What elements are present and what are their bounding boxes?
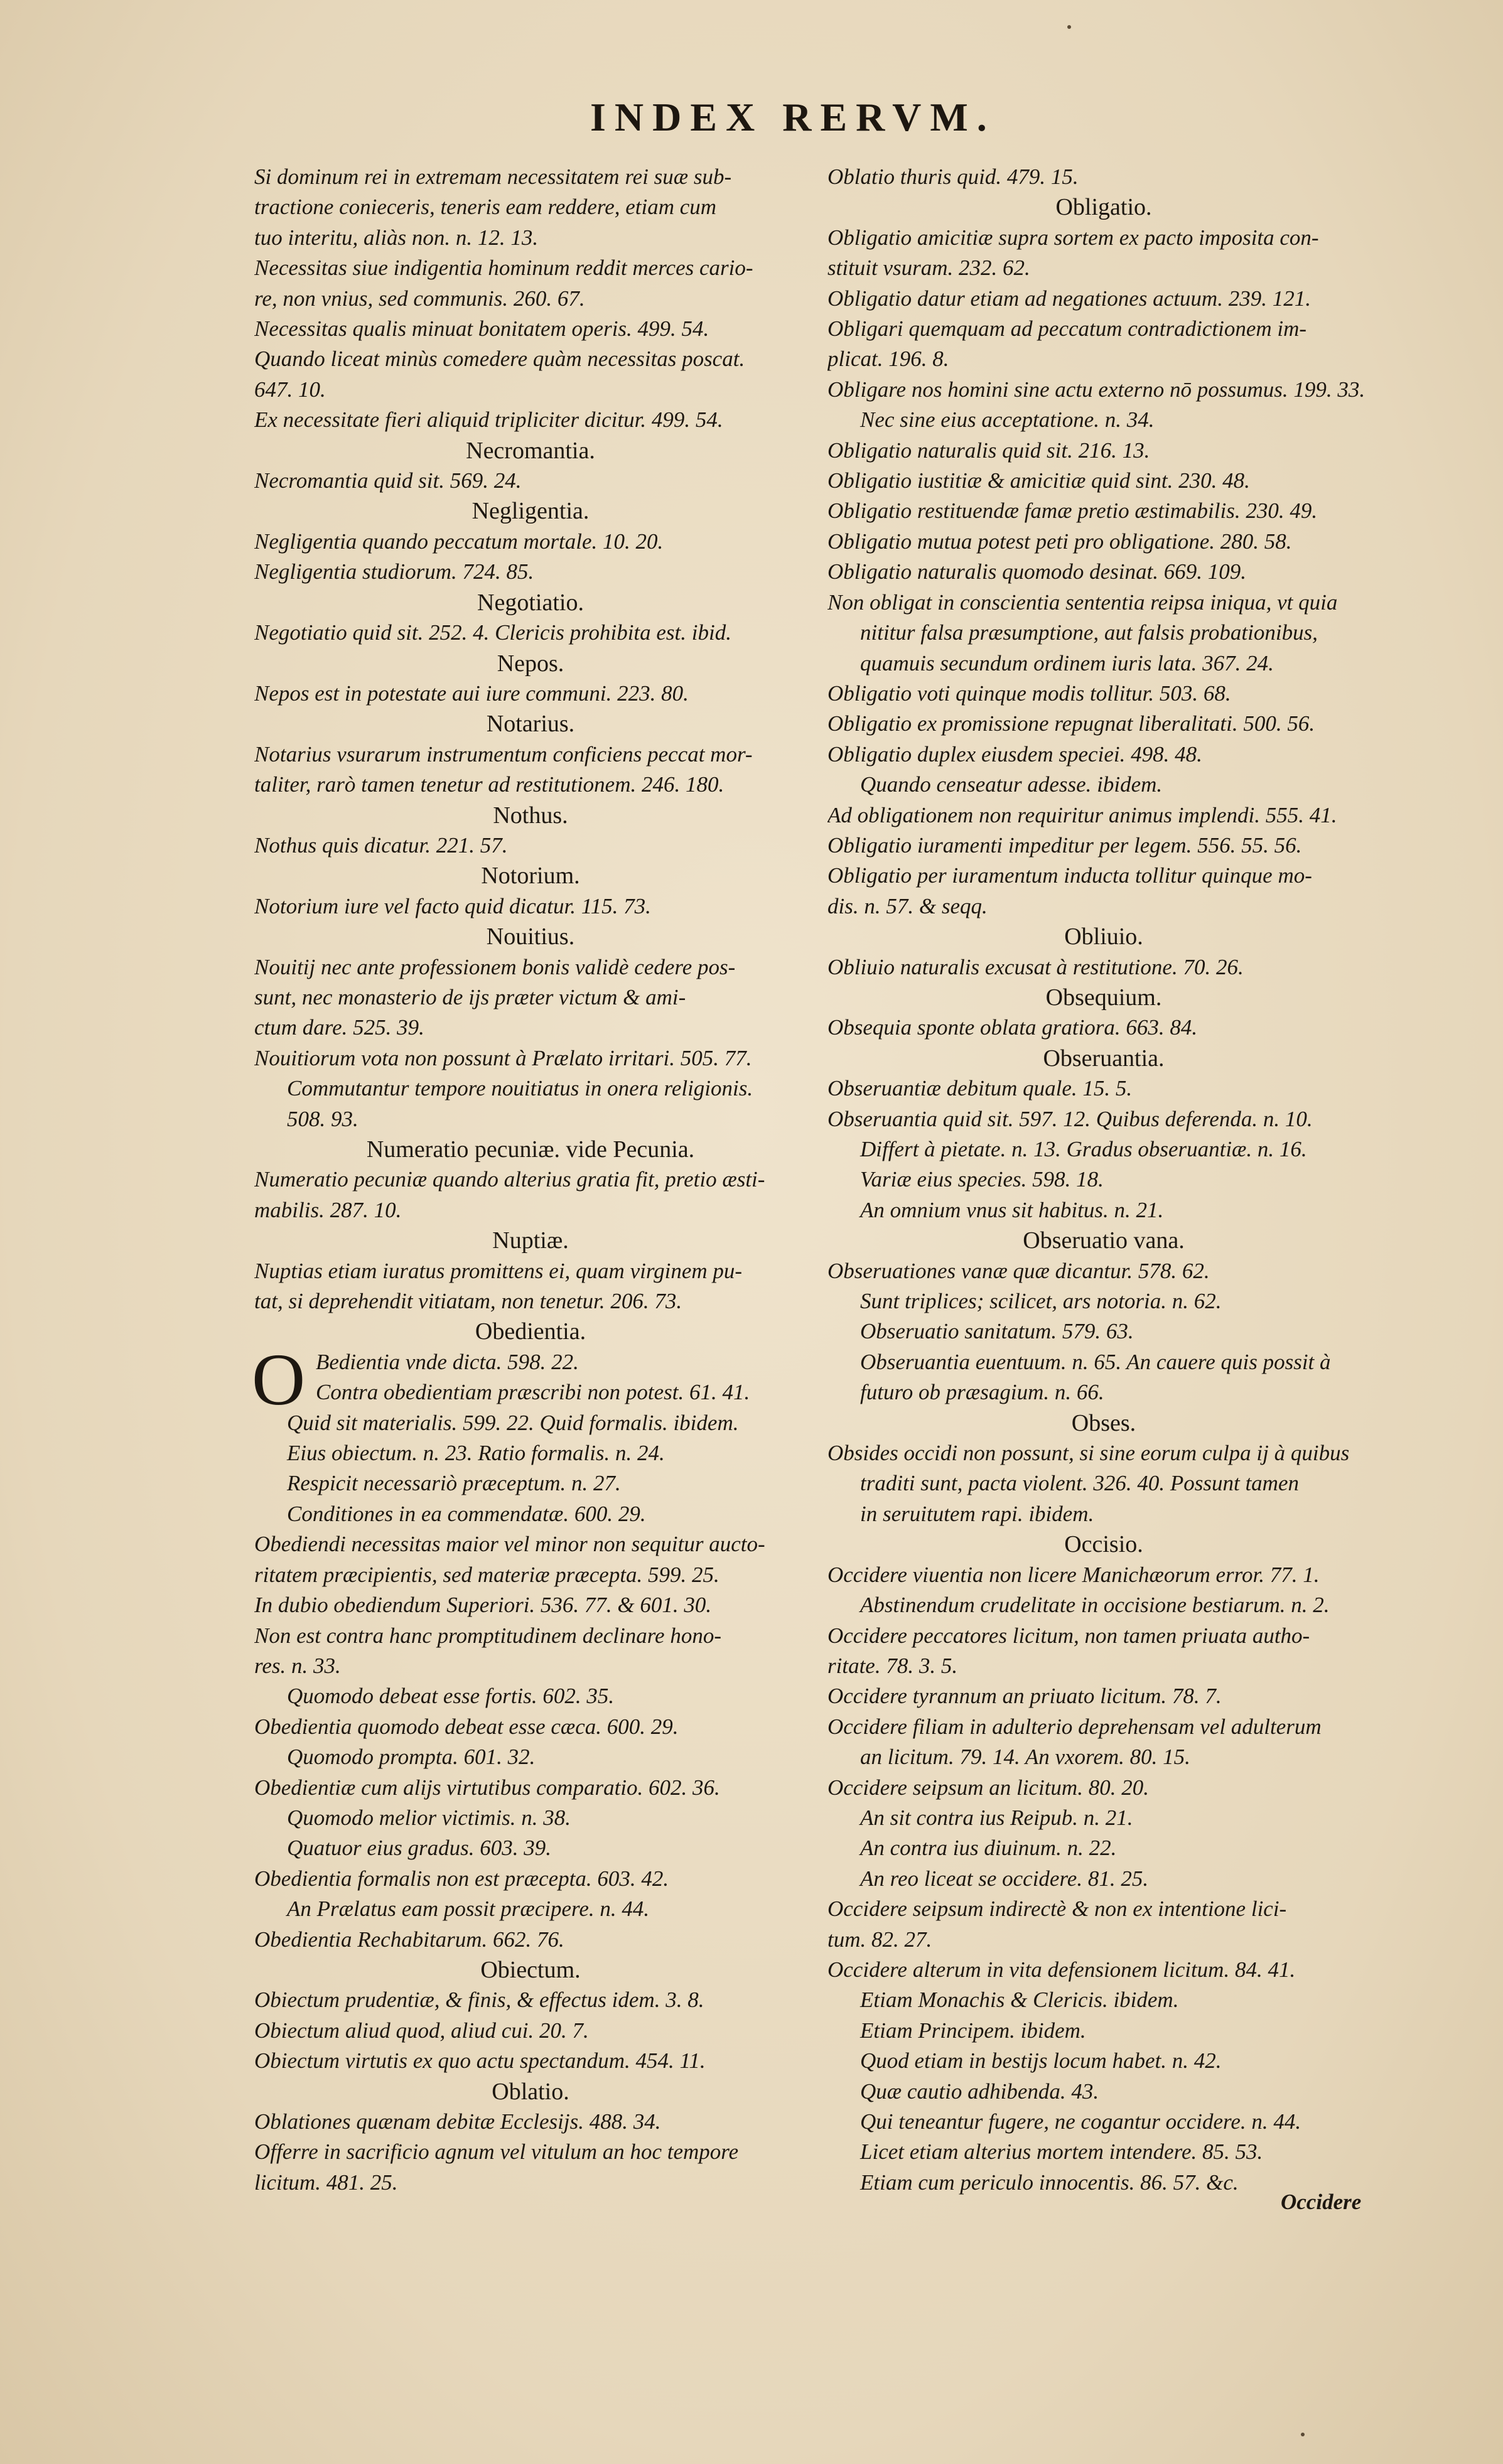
left-column-heading: Necromantia. xyxy=(466,437,595,464)
right-column-entry: Etiam cum periculo innocentis. 86. 57. &c. xyxy=(860,2170,1239,2195)
right-column-entry: Ad obligationem non requiritur animus implendi. 555. 41. xyxy=(827,802,1337,827)
right-column-entry: Obliuio naturalis excusat à restitutione. 70. 26. xyxy=(827,954,1244,979)
right-column-entry: Obsides occidi non possunt, si sine eorum culpa ij à quibus xyxy=(827,1441,1350,1466)
right-column-entry: Qui teneantur fugere, ne cogantur occidere. n. 44. xyxy=(860,2109,1301,2134)
right-column-entry: Sunt triplices; scilicet, ars notoria. n. 62. xyxy=(860,1289,1222,1314)
left-column-entry: Quomodo prompta. 601. 32. xyxy=(287,1745,536,1770)
left-column-heading: Notorium. xyxy=(481,863,580,890)
left-column-entry: tat, si deprehendit vitiatam, non tenetur. 206. 73. xyxy=(254,1289,682,1314)
left-column-entry: Si dominum rei in extremam necessitatem rei suæ sub- xyxy=(254,164,732,189)
left-column-entry: Obedientia quomodo debeat esse cæca. 600. 29. xyxy=(254,1714,679,1739)
left-column-entry: Ex necessitate fieri aliquid tripliciter dicitur. 499. 54. xyxy=(254,407,723,433)
left-column-entry: res. n. 33. xyxy=(254,1653,341,1678)
left-column-entry: re, non vnius, sed communis. 260. 67. xyxy=(254,286,585,311)
right-column-entry: Quod etiam in bestijs locum habet. n. 42. xyxy=(860,2048,1222,2074)
left-column-heading: Negligentia. xyxy=(471,498,590,525)
left-column-entry: Quid sit materialis. 599. 22. Quid formalis. ibidem. xyxy=(287,1410,739,1435)
left-column-heading: Notarius. xyxy=(486,711,575,738)
left-column-entry: Respicit necessariò præceptum. n. 27. xyxy=(287,1471,621,1496)
right-column-entry: Occidere seipsum indirectè & non ex intentione lici- xyxy=(827,1896,1287,1922)
right-column-entry: Abstinendum crudelitate in occisione bestiarum. n. 2. xyxy=(860,1593,1330,1618)
right-column-entry: in seruitutem rapi. ibidem. xyxy=(860,1501,1094,1526)
right-column-entry: Obseruatio sanitatum. 579. 63. xyxy=(860,1319,1134,1344)
right-column-entry: Oblatio thuris quid. 479. 15. xyxy=(827,164,1079,189)
left-column-entry: Nepos est in potestate aui iure communi. 223. 80. xyxy=(254,681,689,706)
left-column-heading: Nothus. xyxy=(493,802,568,829)
left-column-heading: Obiectum. xyxy=(480,1956,581,1983)
right-column-entry: Obligatio amicitiæ supra sortem ex pacto imposita con- xyxy=(827,225,1319,250)
left-column-entry: ctum dare. 525. 39. xyxy=(254,1015,424,1040)
left-column-entry: Notorium iure vel facto quid dicatur. 115. 73. xyxy=(254,893,651,918)
left-column-entry: Nouitij nec ante professionem bonis validè cedere pos- xyxy=(254,954,736,979)
left-column-entry: Negotiatio quid sit. 252. 4. Clericis prohibita est. ibid. xyxy=(254,620,731,645)
left-column-entry: Necromantia quid sit. 569. 24. xyxy=(254,468,522,493)
right-column-heading: Obliuio. xyxy=(1064,923,1143,950)
left-column-entry: Numeratio pecuniæ quando alterius gratia fit, pretio æsti- xyxy=(254,1167,765,1192)
left-column-entry: Quatuor eius gradus. 603. 39. xyxy=(287,1836,551,1861)
right-column-entry: Occidere viuentia non licere Manichæorum error. 77. 1. xyxy=(827,1562,1320,1587)
right-column-entry: Obligatio naturalis quid sit. 216. 13. xyxy=(827,438,1150,463)
right-column-entry: Quæ cautio adhibenda. 43. xyxy=(860,2079,1099,2104)
right-column-entry: Obligatio mutua potest peti pro obligatione. 280. 58. xyxy=(827,529,1292,554)
left-column-entry: 647. 10. xyxy=(254,377,326,402)
right-column-heading: Obses. xyxy=(1071,1409,1136,1436)
left-column-entry: Quomodo debeat esse fortis. 602. 35. xyxy=(287,1684,615,1709)
paper-speck xyxy=(1301,2433,1305,2436)
right-column-entry: quamuis secundum ordinem iuris lata. 367. 24. xyxy=(860,650,1274,675)
left-column-entry: Obiectum virtutis ex quo actu spectandum. 454. 11. xyxy=(254,2048,706,2074)
right-column-heading: Obsequium. xyxy=(1045,984,1162,1011)
right-column-entry: dis. n. 57. & seqq. xyxy=(827,893,988,918)
left-column-heading: Negotiatio. xyxy=(477,589,584,616)
right-column-heading: Obseruantia. xyxy=(1043,1045,1165,1072)
right-column-entry: Obligatio datur etiam ad negationes actuum. 239. 121. xyxy=(827,286,1311,311)
right-column-entry: Obseruantia quid sit. 597. 12. Quibus deferenda. n. 10. xyxy=(827,1106,1313,1131)
right-column-entry: Obligatio ex promissione repugnat liberalitati. 500. 56. xyxy=(827,711,1315,736)
right-column-entry: traditi sunt, pacta violent. 326. 40. Possunt tamen xyxy=(860,1471,1299,1496)
right-column-entry: Differt à pietate. n. 13. Gradus obseruantiæ. n. 16. xyxy=(860,1137,1307,1161)
right-column-entry: Obseruantiæ debitum quale. 15. 5. xyxy=(827,1076,1133,1101)
left-column-entry: Obediendi necessitas maior vel minor non sequitur aucto- xyxy=(254,1532,765,1557)
left-column-entry: Notarius vsurarum instrumentum conficiens peccat mor- xyxy=(254,741,753,767)
right-column-entry: Quando censeatur adesse. ibidem. xyxy=(860,772,1163,797)
left-column-heading: Numeratio pecuniæ. vide Pecunia. xyxy=(366,1136,695,1163)
left-column-entry: Nothus quis dicatur. 221. 57. xyxy=(254,832,508,858)
left-column-entry: Negligentia quando peccatum mortale. 10. 20. xyxy=(254,529,664,554)
right-column xyxy=(827,162,1380,2198)
right-column-entry: An reo liceat se occidere. 81. 25. xyxy=(860,1866,1149,1891)
left-column-entry: 508. 93. xyxy=(287,1106,358,1131)
right-column-entry: Obseruationes vanæ quæ dicantur. 578. 62. xyxy=(827,1258,1210,1283)
right-column-entry: Licet etiam alterius mortem intendere. 85. 53. xyxy=(860,2139,1263,2165)
right-column-entry: An omnium vnus sit habitus. n. 21. xyxy=(860,1197,1164,1222)
left-column-entry: Quando liceat minùs comedere quàm necessitas poscat. xyxy=(254,347,745,372)
right-column-entry: An contra ius diuinum. n. 22. xyxy=(860,1836,1117,1861)
left-column-heading: Nepos. xyxy=(497,650,564,677)
right-column-entry: Non obligat in conscientia sententia reipsa iniqua, vt quia xyxy=(827,589,1338,615)
left-column-entry: Bedientia vnde dicta. 598. 22. xyxy=(316,1349,579,1374)
right-column-entry: Occidere alterum in vita defensionem licitum. 84. 41. xyxy=(827,1957,1296,1982)
left-column-heading: Oblatio. xyxy=(492,2078,569,2105)
running-head: INDEX RERVM. xyxy=(590,95,996,139)
left-column-entry: licitum. 481. 25. xyxy=(254,2170,398,2195)
paper-speck xyxy=(1067,25,1071,29)
drop-cap-block xyxy=(252,1338,807,1421)
right-column-entry: Obligatio iustitiæ & amicitiæ quid sint. 230. 48. xyxy=(827,468,1250,493)
left-column-entry: Obedientia formalis non est præcepta. 603. 42. xyxy=(254,1866,669,1891)
right-column-entry: plicat. 196. 8. xyxy=(827,347,949,372)
right-column-entry: Obsequia sponte oblata gratiora. 663. 84. xyxy=(827,1015,1198,1040)
left-column-entry: tuo interitu, aliàs non. n. 12. 13. xyxy=(254,225,539,250)
drop-cap: O xyxy=(252,1338,306,1421)
right-column-entry: futuro ob præsagium. n. 66. xyxy=(860,1380,1104,1405)
left-column-entry: Quomodo melior victimis. n. 38. xyxy=(287,1805,571,1830)
left-column xyxy=(254,162,807,2198)
right-column-heading: Obligatio. xyxy=(1055,194,1152,221)
catchword: Occidere xyxy=(1281,2190,1362,2214)
right-column-entry: Obligatio naturalis quomodo desinat. 669. 109. xyxy=(827,559,1246,584)
left-column-entry: Obedientiæ cum alijs virtutibus comparatio. 602. 36. xyxy=(254,1775,720,1800)
right-column-entry: An sit contra ius Reipub. n. 21. xyxy=(860,1805,1133,1830)
left-column-entry: Contra obedientiam præscribi non potest. 61. 41. xyxy=(316,1380,750,1405)
right-column-entry: ritate. 78. 3. 5. xyxy=(827,1653,958,1678)
left-column-entry: Eius obiectum. n. 23. Ratio formalis. n. 24. xyxy=(287,1441,665,1466)
left-column-entry: Conditiones in ea commendatæ. 600. 29. xyxy=(287,1501,646,1526)
right-column-entry: stituit vsuram. 232. 62. xyxy=(827,256,1030,281)
left-column-entry: Non est contra hanc promptitudinem declinare hono- xyxy=(254,1623,721,1648)
left-column-entry: ritatem præcipientis, sed materiæ præcepta. 599. 25. xyxy=(254,1562,719,1587)
left-column-heading: Obedientia. xyxy=(475,1318,586,1345)
right-column-entry: Occidere peccatores licitum, non tamen priuata autho- xyxy=(827,1623,1310,1648)
right-column-entry: Obligatio duplex eiusdem speciei. 498. 48. xyxy=(827,741,1202,767)
right-column-entry: Variæ eius species. 598. 18. xyxy=(860,1167,1104,1192)
left-column-heading: Nuptiæ. xyxy=(492,1227,569,1254)
right-column-entry: Occidere tyrannum an priuato licitum. 78. 7. xyxy=(827,1684,1222,1709)
right-column-entry: Obligari quemquam ad peccatum contradictionem im- xyxy=(827,316,1307,342)
right-column-entry: Occidere filiam in adulterio deprehensam vel adulterum xyxy=(827,1714,1322,1739)
left-column-entry: Offerre in sacrificio agnum vel vitulum an hoc tempore xyxy=(254,2139,739,2165)
left-column-entry: taliter, rarò tamen tenetur ad restitutionem. 246. 180. xyxy=(254,772,725,797)
right-column-entry: nititur falsa præsumptione, aut falsis probationibus, xyxy=(860,620,1318,645)
right-column-entry: Etiam Principem. ibidem. xyxy=(860,2018,1086,2043)
left-column-entry: Negligentia studiorum. 724. 85. xyxy=(254,559,534,584)
left-column-entry: Necessitas siue indigentia hominum reddit merces cario- xyxy=(254,256,753,281)
right-column-heading: Occisio. xyxy=(1064,1531,1143,1558)
left-column-entry: mabilis. 287. 10. xyxy=(254,1197,402,1222)
right-column-entry: Obseruantia euentuum. n. 65. An cauere quis possit à xyxy=(860,1349,1331,1374)
right-column-entry: Nec sine eius acceptatione. n. 34. xyxy=(860,407,1155,433)
left-column-entry: Obedientia Rechabitarum. 662. 76. xyxy=(254,1927,564,1952)
left-column-entry: Obiectum aliud quod, aliud cui. 20. 7. xyxy=(254,2018,589,2043)
left-column-entry: Nuptias etiam iuratus promittens ei, quam virginem pu- xyxy=(254,1258,743,1283)
right-column-entry: Etiam Monachis & Clericis. ibidem. xyxy=(860,1988,1179,2013)
left-column-entry: An Prælatus eam possit præcipere. n. 44. xyxy=(287,1896,650,1922)
left-column-entry: Obiectum prudentiæ, & finis, & effectus idem. 3. 8. xyxy=(254,1988,704,2013)
right-column-entry: Occidere seipsum an licitum. 80. 20. xyxy=(827,1775,1149,1800)
left-column-entry: Nouitiorum vota non possunt à Prælato irritari. 505. 77. xyxy=(254,1045,752,1070)
right-column-entry: Obligatio iuramenti impeditur per legem. 556. 55. 56. xyxy=(827,832,1302,858)
left-column-entry: sunt, nec monasterio de ijs præter victum & ami- xyxy=(254,984,686,1009)
left-column-entry: Commutantur tempore nouitiatus in onera religionis. xyxy=(287,1076,753,1101)
right-column-heading: Obseruatio vana. xyxy=(1023,1227,1185,1254)
right-column-entry: an licitum. 79. 14. An vxorem. 80. 15. xyxy=(860,1745,1190,1770)
right-column-entry: Obligatio restituendæ famæ pretio æstimabilis. 230. 49. xyxy=(827,498,1318,524)
right-column-entry: Obligare nos homini sine actu externo nō possumus. 199. 33. xyxy=(827,377,1366,402)
left-column-entry: Oblationes quænam debitæ Ecclesijs. 488. 34. xyxy=(254,2109,661,2134)
right-column-entry: Obligatio voti quinque modis tollitur. 503. 68. xyxy=(827,681,1231,706)
left-column-entry: Necessitas qualis minuat bonitatem operis. 499. 54. xyxy=(254,316,709,342)
left-column-entry: tractione conieceris, teneris eam reddere, etiam cum xyxy=(254,195,717,220)
left-column-heading: Nouitius. xyxy=(486,923,575,950)
left-column-entry: In dubio obediendum Superiori. 536. 77. & 601. 30. xyxy=(254,1593,712,1618)
right-column-entry: tum. 82. 27. xyxy=(827,1927,932,1952)
right-column-entry: Obligatio per iuramentum inducta tollitur quinque mo- xyxy=(827,863,1312,888)
